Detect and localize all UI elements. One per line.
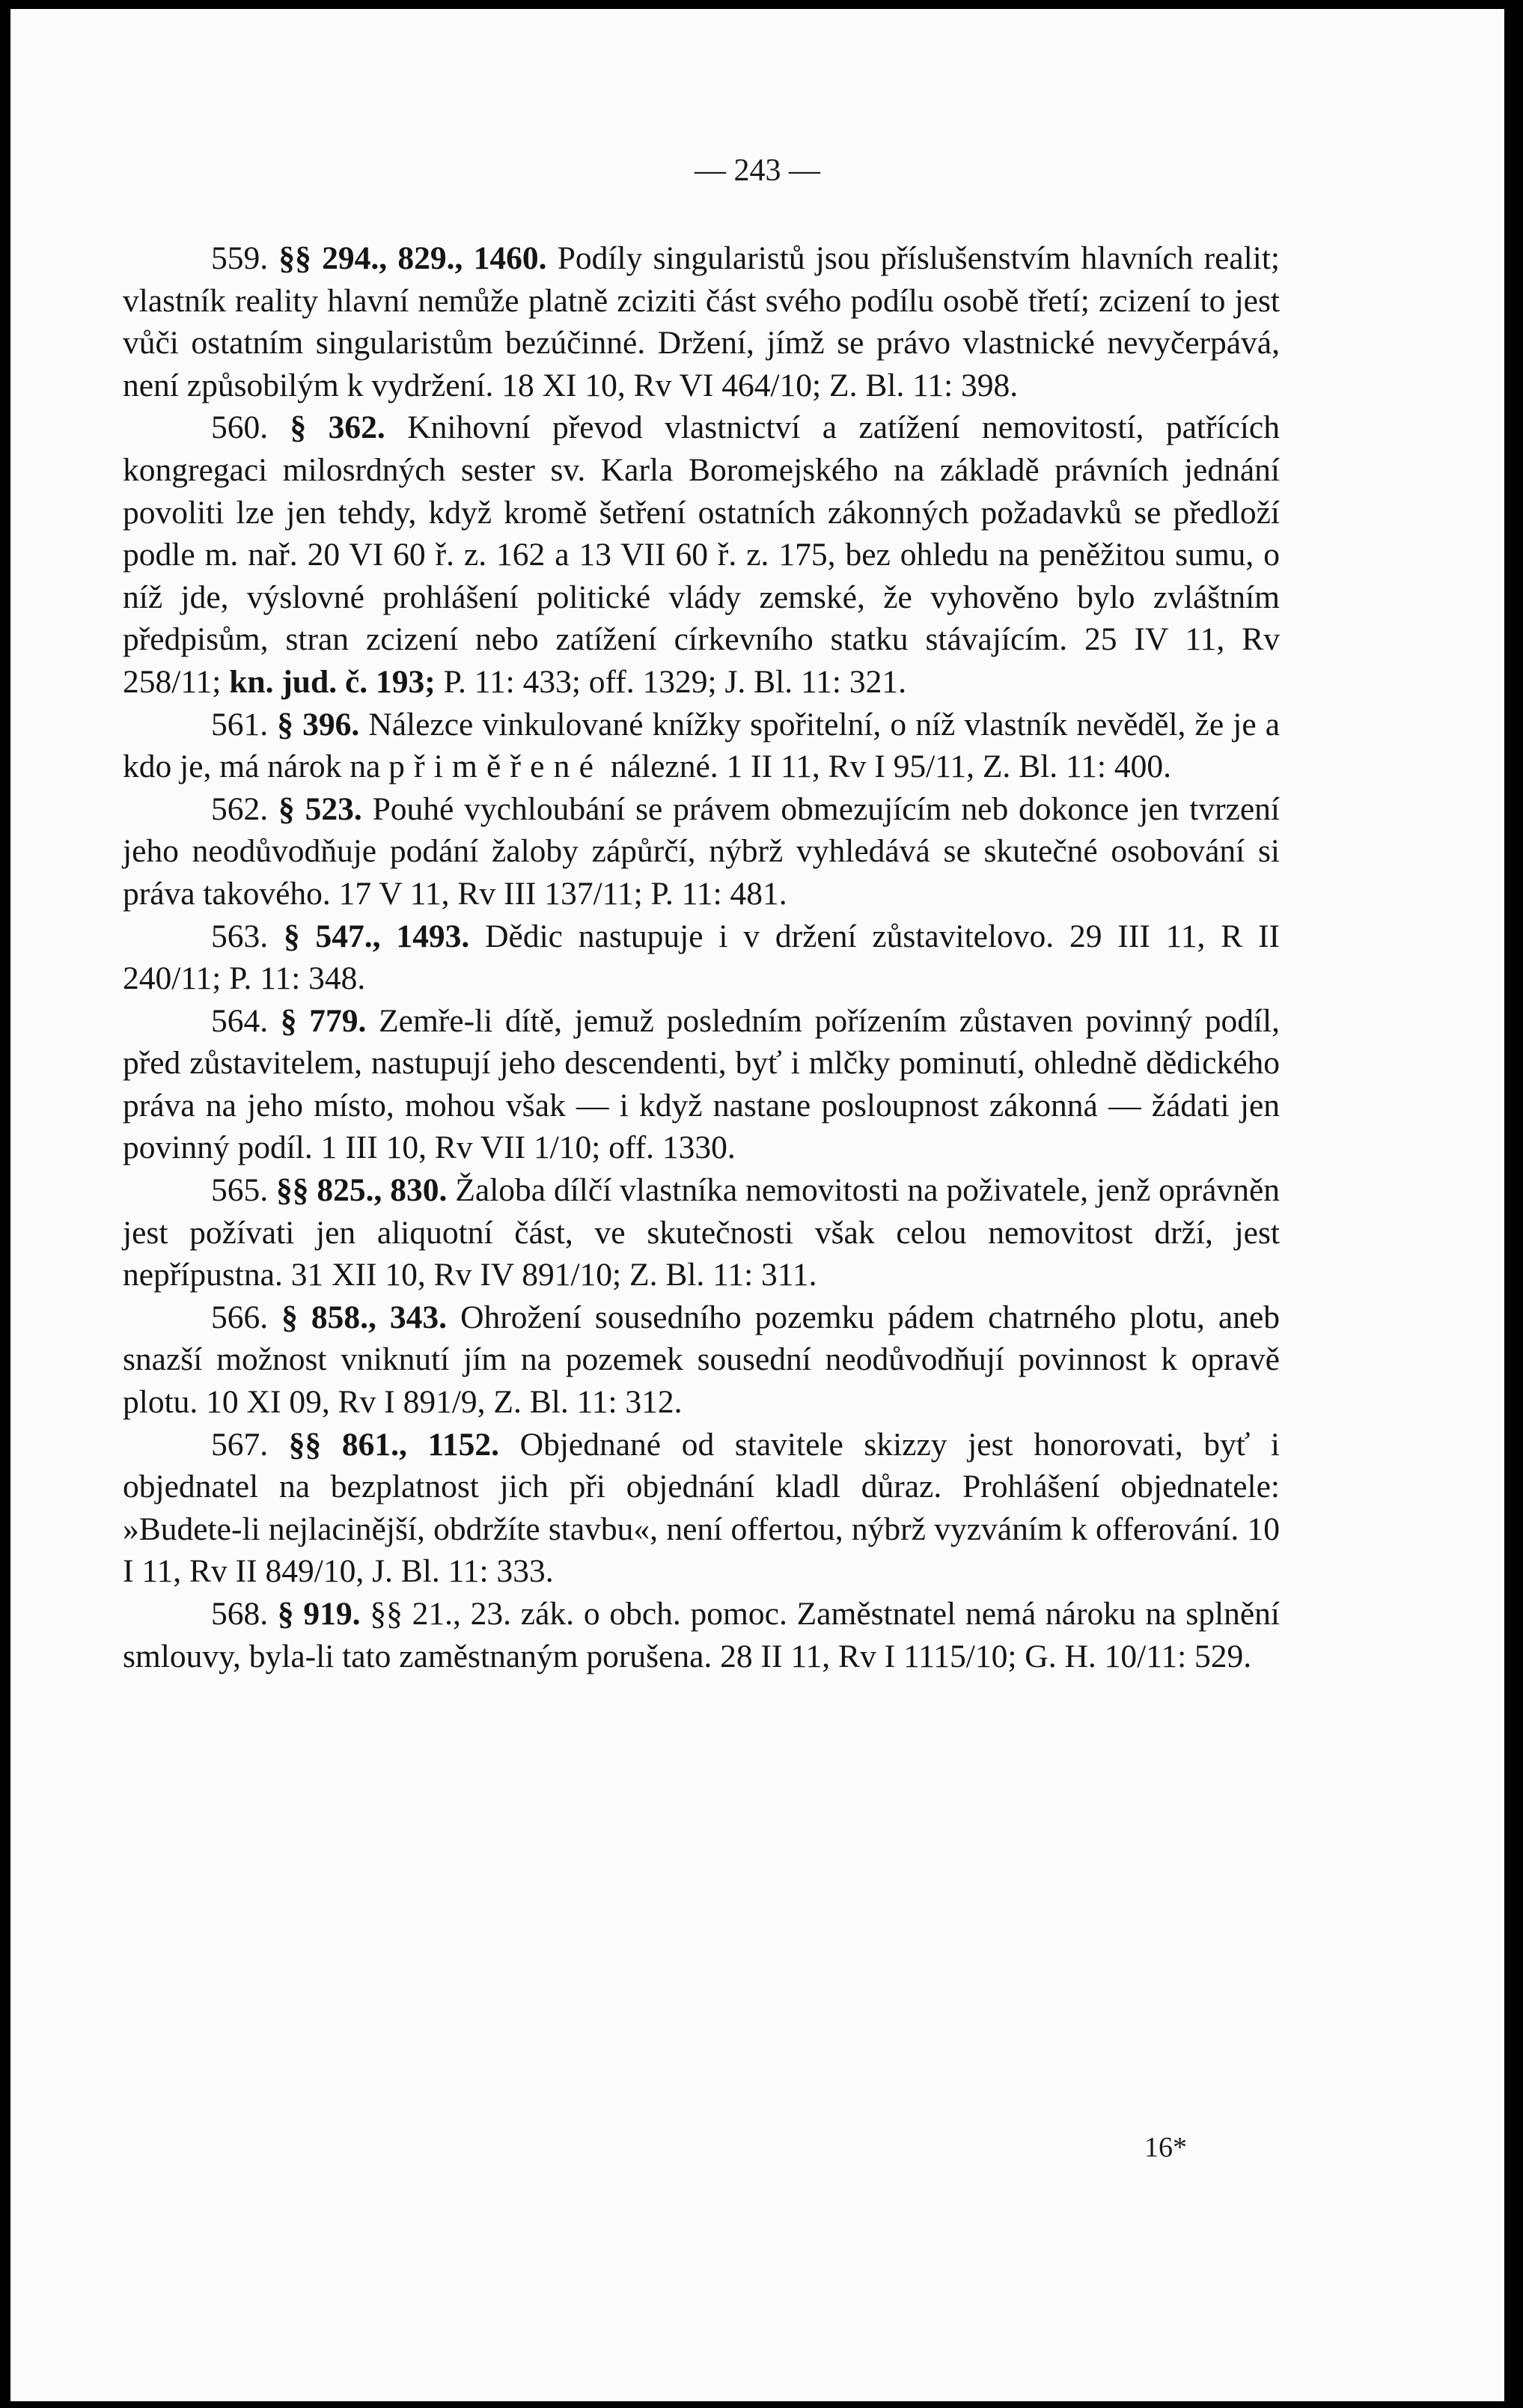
- entry-563: [123, 915, 1280, 1000]
- entry-text: Objednané od stavitele skizzy jest honorovati, byť i objednatel na bezplatnost jich při objednání kladl důraz. Prohlášení objednatele: »Budete-li nejlacinější, obdržíte stavbu«, není offertou, nýbrž vyzváním k offerování. 10 I 11, Rv II 849/10, J. Bl. 11: 333.: [123, 1426, 1281, 1590]
- entry-number: 559.: [211, 240, 269, 276]
- paragraph-reference: §§ 825., 830.: [276, 1172, 448, 1209]
- entry-text: Knihovní převod vlastnictví a zatížení nemovitostí, patřících kongregaci milosrdných sester sv. Karla Boromejského na základě právních jednání povoliti lze jen tehdy, když kromě šetření ostatních zákonných požadavků se předloží podle m. nař. 20 VI 60 ř. z. 162 a 13 VII 60 ř. z. 175, bez ohledu na peněžitou sumu, o níž jde, výslovné prohlášení politické vlády zemské, že vyhověno bylo zvláštním předpisům, stran zcizení nebo zatížení církevního statku stávajícím. 25 IV 11, Rv 258/11;: [123, 409, 1280, 700]
- entry-citation: nálezné. 1 II 11, Rv I 95/11, Z. Bl. 11: 400.: [610, 749, 1171, 785]
- paragraph-reference: § 523.: [278, 790, 362, 827]
- entry-text: §§ 21., 23. zák. o obch. pomoc. Zaměstnatel nemá nároku na splnění smlouvy, byla-li tato zaměstnaným porušena. 28 II 11, Rv I 1115/10; G. H. 10/11: 529.: [123, 1596, 1280, 1674]
- entry-text: Žaloba dílčí vlastníka nemovitosti na poživatele, jenž oprávněn jest požívati jen aliquotní část, ve skutečnosti však celou nemovitost drží, jest nepřípustna. 31 XII 10, Rv IV 891/10; Z. Bl. 11: 311.: [123, 1172, 1281, 1293]
- entry-561: [123, 704, 1280, 788]
- entry-568: [123, 1593, 1280, 1677]
- entry-566: [123, 1296, 1280, 1424]
- paragraph-reference: §§ 294., 829., 1460.: [278, 240, 547, 276]
- judgment-book-reference: kn. jud. č. 193;: [229, 663, 436, 700]
- entry-number: 567.: [211, 1426, 269, 1463]
- entry-number: 561.: [211, 706, 269, 743]
- entry-number: 568.: [211, 1596, 269, 1632]
- entry-562: [123, 788, 1280, 915]
- entry-567: [123, 1424, 1280, 1593]
- paragraph-reference: § 919.: [277, 1596, 361, 1632]
- entry-number: 564.: [211, 1002, 269, 1039]
- entry-number: 560.: [211, 409, 269, 446]
- paragraph-reference: § 779.: [280, 1002, 367, 1039]
- main-text: [123, 237, 1280, 1677]
- paragraph-reference: § 858., 343.: [281, 1299, 448, 1335]
- signature-mark: 16*: [1144, 2132, 1187, 2163]
- paragraph-reference: § 362.: [290, 409, 385, 446]
- entry-number: 563.: [211, 918, 269, 954]
- entry-560: [123, 406, 1280, 703]
- entry-559: [123, 237, 1280, 406]
- book-page: [10, 9, 1504, 2401]
- entry-number: 562.: [211, 790, 269, 827]
- entry-citation: P. 11: 433; off. 1329; J. Bl. 11: 321.: [443, 663, 906, 700]
- entry-text: Podíly singularistů jsou příslušenstvím hlavních realit; vlastník reality hlavní nemůže platně zciziti část svého podílu osobě třetí; zcizení to jest vůči ostatním singularistům bezúčinné. Držení, jímž se právo vlastnické nevyčerpává, není způsobilým k vydržení. 18 XI 10, Rv VI 464/10; Z. Bl. 11: 398.: [123, 240, 1281, 403]
- entry-text: Nálezce vinkulované knížky spořitelní, o níž vlastník nevěděl, že je a kdo je, má nárok na: [123, 706, 1281, 785]
- page-number-header: — 243 —: [695, 153, 820, 188]
- emphasized-word: přiměřené: [388, 749, 603, 785]
- paragraph-reference: §§ 861., 1152.: [288, 1426, 500, 1463]
- entry-text: Dědic nastupuje i v držení zůstavitelovo. 29 III 11, R II 240/11; P. 11: 348.: [123, 918, 1281, 997]
- entry-564: [123, 1000, 1280, 1169]
- entry-text: Zemře-li dítě, jemuž posledním pořízením zůstaven povinný podíl, před zůstavitelem, nastupují jeho descendenti, byť i mlčky pominutí, ohledně dědického práva na jeho místo, mohou však — i když nastane posloupnost zákonná — žádati jen povinný podíl. 1 III 10, Rv VII 1/10; off. 1330.: [123, 1002, 1281, 1166]
- entry-text: Ohrožení sousedního pozemku pádem chatrného plotu, aneb snazší možnost vniknutí jím na pozemek sousední neodůvodňují povinnost k opravě plotu. 10 XI 09, Rv I 891/9, Z. Bl. 11: 312.: [123, 1299, 1281, 1421]
- entry-565: [123, 1169, 1280, 1296]
- entry-number: 566.: [211, 1299, 269, 1335]
- paragraph-reference: § 547., 1493.: [283, 918, 470, 954]
- entry-number: 565.: [211, 1172, 269, 1209]
- paragraph-reference: § 396.: [277, 706, 360, 743]
- entry-text: Pouhé vychloubání se právem obmezujícím neb dokonce jen tvrzení jeho neodůvodňuje podání žaloby zápůrčí, nýbrž vyhledává se skutečné osobování si práva takového. 17 V 11, Rv III 137/11; P. 11: 481.: [123, 790, 1281, 912]
